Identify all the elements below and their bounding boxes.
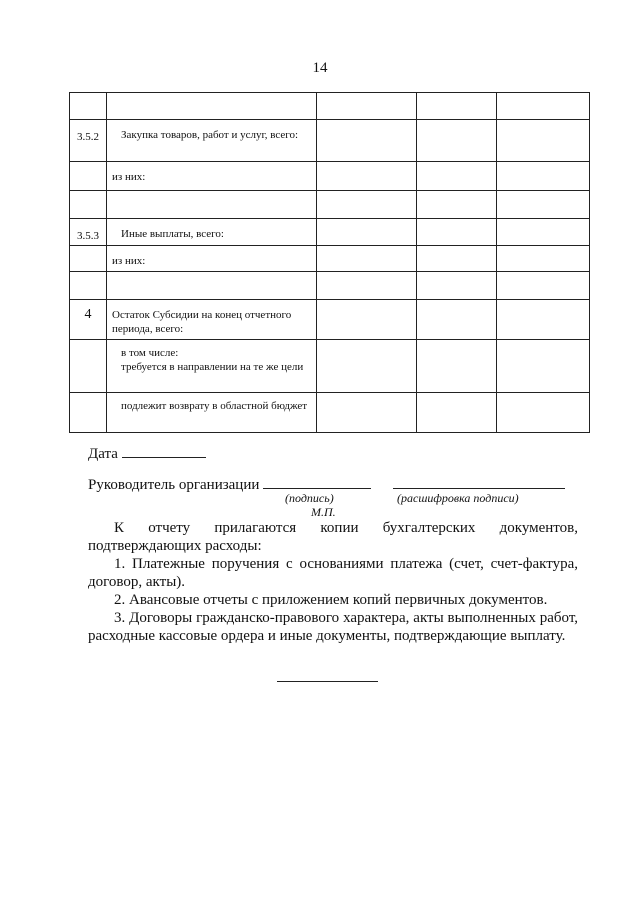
row-number bbox=[70, 272, 107, 300]
date-line bbox=[88, 446, 206, 463]
row-number bbox=[70, 393, 107, 433]
table-cell bbox=[417, 162, 497, 191]
table-cell bbox=[497, 246, 590, 272]
table-cell bbox=[417, 120, 497, 162]
table-cell bbox=[497, 120, 590, 162]
table-cell bbox=[317, 300, 417, 340]
signature-blank[interactable] bbox=[263, 488, 371, 489]
attachment-item: 2. Авансовые отчеты с приложением копий первичных документов. bbox=[114, 592, 548, 608]
attachment-item: 1. Платежные поручения с основаниями платежа (счет, счет-фактура, договор, акты). bbox=[88, 556, 578, 590]
row-description: Закупка товаров, работ и услуг, всего: bbox=[107, 120, 317, 162]
row-description: в том числе: требуется в направлении на те же цели bbox=[107, 340, 317, 393]
table-cell bbox=[417, 93, 497, 120]
table-cell bbox=[317, 340, 417, 393]
table-cell bbox=[497, 340, 590, 393]
table-cell bbox=[317, 191, 417, 219]
date-label: Дата bbox=[88, 446, 118, 462]
table-cell bbox=[497, 191, 590, 219]
row-number bbox=[70, 246, 107, 272]
table-cell bbox=[497, 162, 590, 191]
table-cell bbox=[317, 246, 417, 272]
row-description: Иные выплаты, всего: bbox=[107, 219, 317, 246]
subsidy-report-table bbox=[69, 92, 590, 433]
attachments-intro: К отчету прилагаются копии бухгалтерских документов, подтверждающих расходы: bbox=[88, 520, 578, 554]
seal-label: М.П. bbox=[311, 505, 336, 519]
table-row bbox=[70, 393, 590, 433]
signature-caption: (подпись) bbox=[285, 491, 334, 505]
attachments-block bbox=[88, 519, 578, 645]
table-cell bbox=[417, 393, 497, 433]
row-description: из них: bbox=[107, 246, 317, 272]
page-number: 14 bbox=[312, 60, 328, 76]
table-row bbox=[70, 246, 590, 272]
table-cell bbox=[317, 272, 417, 300]
row-description bbox=[107, 191, 317, 219]
row-number: 3.5.2 bbox=[70, 120, 107, 162]
row-description: подлежит возврату в областной бюджет bbox=[107, 393, 317, 433]
table-cell bbox=[417, 246, 497, 272]
table-row bbox=[70, 93, 590, 120]
table-row bbox=[70, 300, 590, 340]
table-cell bbox=[317, 393, 417, 433]
row-description bbox=[107, 272, 317, 300]
table-cell bbox=[417, 219, 497, 246]
table-cell bbox=[417, 340, 497, 393]
table-row bbox=[70, 272, 590, 300]
row-number bbox=[70, 340, 107, 393]
row-description bbox=[107, 93, 317, 120]
row-number: 3.5.3 bbox=[70, 219, 107, 246]
table-row bbox=[70, 219, 590, 246]
row-description: Остаток Субсидии на конец отчетного периода, всего: bbox=[107, 300, 317, 340]
row-description: из них: bbox=[107, 162, 317, 191]
table-row bbox=[70, 340, 590, 393]
table-cell bbox=[317, 219, 417, 246]
decode-caption: (расшифровка подписи) bbox=[397, 491, 519, 505]
row-number bbox=[70, 93, 107, 120]
table-cell bbox=[417, 272, 497, 300]
table-row bbox=[70, 162, 590, 191]
row-number: 4 bbox=[70, 300, 107, 340]
table-cell bbox=[317, 120, 417, 162]
table-cell bbox=[497, 300, 590, 340]
table-cell bbox=[317, 93, 417, 120]
closing-rule bbox=[277, 681, 378, 682]
head-label: Руководитель организации bbox=[88, 477, 260, 493]
table-cell bbox=[497, 93, 590, 120]
table-cell bbox=[497, 272, 590, 300]
row-number bbox=[70, 162, 107, 191]
table-cell bbox=[497, 393, 590, 433]
row-number bbox=[70, 191, 107, 219]
table-cell bbox=[317, 162, 417, 191]
attachment-item: 3. Договоры гражданско-правового характера, акты выполненных работ, расходные кассовые ордера и иные документы, подтверждающие выплату. bbox=[88, 610, 578, 644]
table-row bbox=[70, 191, 590, 219]
decode-blank[interactable] bbox=[393, 488, 565, 489]
table-row bbox=[70, 120, 590, 162]
table-cell bbox=[417, 191, 497, 219]
table-cell bbox=[497, 219, 590, 246]
table-cell bbox=[417, 300, 497, 340]
date-blank[interactable] bbox=[122, 457, 206, 458]
